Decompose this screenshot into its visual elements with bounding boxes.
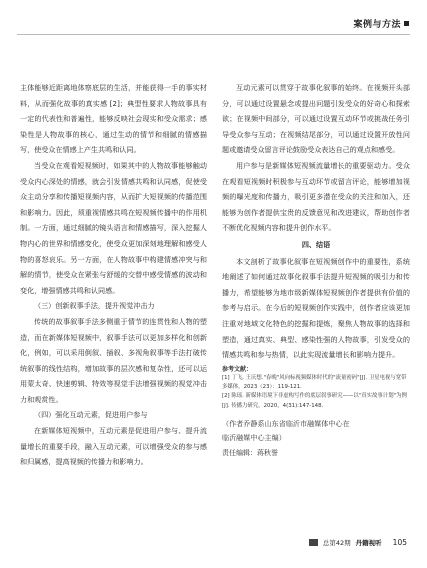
page-number: 105 bbox=[392, 538, 407, 547]
references-title: 参考文献： bbox=[222, 365, 253, 373]
paragraph: 互动元素可以贯穿于故事化叙事的始终。在视频开头部分，可以通过设置悬念或提出问题引发受众的好奇心和探索欲；在视频中间部分，可以通过设置互动环节或挑战任务引导受众参与互动；在视频结尾部分，可以通过设置开放性问题或邀请受众留言评论鼓励受众表达自己的观点和感受。 bbox=[222, 83, 410, 155]
reference-item: [1] 丁飞, 王庆想."春晚"风向标视频媒体时代的"流量密码"[J]. 卫星电视与宽带多媒体，2023（23）：119-121. bbox=[222, 374, 407, 391]
paragraph: 当受众在观看短视频时，如果其中的人物故事能够触动受众内心深处的情感，就会引发情感共鸣和认同感，促使受众主动分享和传播短视频内容，从而扩大短视频的传播范围和影响力。因此，须重视情感共鸣在短视频传播中的作用机制。一方面，通过细腻的镜头语言和情感描写，深入挖掘人物内心的世界和情感变化，使受众更加深刻地理解和感受人物的喜怒哀乐。另一方面，在人物故事中构建情感冲突与和解的情节，使受众在紧张与舒缓的交替中感受情感的波动和变化，增强情感共鸣和认同感。 bbox=[20, 160, 207, 295]
page-footer bbox=[309, 538, 407, 547]
author-note-line: 临沂融媒中心主编） bbox=[222, 432, 286, 442]
author-note-line: （作者乔静系山东省临沂市融媒体中心在 bbox=[222, 418, 350, 428]
subheading: （四）强化互动元素，促进用户参与 bbox=[34, 410, 148, 420]
author-note bbox=[222, 417, 410, 445]
section-heading: 四、结语 bbox=[301, 239, 331, 249]
square-icon bbox=[404, 21, 409, 26]
responsible-editor: 责任编辑：蒋秋誉 bbox=[222, 448, 278, 457]
header-rule bbox=[17, 34, 410, 35]
paragraph: 主体能够近距离地体察底层的生活，并能获得一手的事实材料，从而强化故事的真实感 [2]；典型性要求人物故事具有一定的代表性和普遍性，能够反映社会现实和受众需求；感染性是人物故事的核心，通过生动的情节和细腻的情感描写，使受众在情感上产生共鸣和认同。 bbox=[20, 83, 207, 155]
paragraph: 在新媒体短视频中，互动元素是促进用户参与、提升流量增长的重要手段，融入互动元素，可以增强受众的参与感和归属感，提高视频的传播力和影响力。 bbox=[20, 426, 207, 467]
references bbox=[222, 365, 410, 411]
left-column bbox=[20, 80, 207, 470]
paragraph: 用户参与是新媒体短视频流量增长的重要驱动力。受众在观看短视频时积极参与互动环节或留言评论，能够增加视频的曝光度和传播力，吸引更多潜在受众的关注和加入，还能够为创作者提供宝贵的反馈意见和改进建议，帮助创作者不断优化视频内容和提升创作水平。 bbox=[222, 160, 410, 233]
paragraph: 本文剖析了故事化叙事在短视频创作中的重要性，系统地阐述了如何通过故事化叙事手法提升短视频的吸引力和传播力，希望能够为地市级新媒体短视频创作者提供有价值的参考与启示。在今后的短视频创作实践中，创作者应该更加注重对地域文化特色的挖掘和提炼，聚焦人物故事的选择和塑造，通过真实、典型、感染性强的人物故事，引发受众的情感共鸣和参与热情，以此实现流量增长和影响力提升。 bbox=[222, 256, 410, 360]
section-header bbox=[353, 17, 409, 30]
paragraph: 传统的故事叙事手法多侧重于情节的连贯性和人物的塑造，而在新媒体短视频中，叙事手法可以更加多样化和创新化，例如，可以采用倒叙、插叙、多视角叙事等手法打破传统叙事的线性结构，增加故事的层次感和复杂性，还可以运用蒙太奇、快速剪辑、特效等视觉手法增强视频的视觉冲击力和观赏性。 bbox=[20, 316, 207, 404]
right-column bbox=[222, 80, 410, 461]
magazine-name: 丹籍视听 bbox=[355, 539, 382, 547]
reference-item: [2] 陈瑶. 新媒体语境下非虚构写作的底层叙事研究——以"真实故事计划"为例[J]. 传播力研究，2020，4(31):147-148. bbox=[222, 393, 407, 409]
footer-bar-icon bbox=[309, 539, 318, 546]
section-header-label: 案例与方法 bbox=[353, 20, 401, 30]
subheading: （三）创新叙事手法，提升视觉冲击力 bbox=[34, 301, 155, 311]
issue-number: 总第42期 bbox=[322, 539, 351, 547]
